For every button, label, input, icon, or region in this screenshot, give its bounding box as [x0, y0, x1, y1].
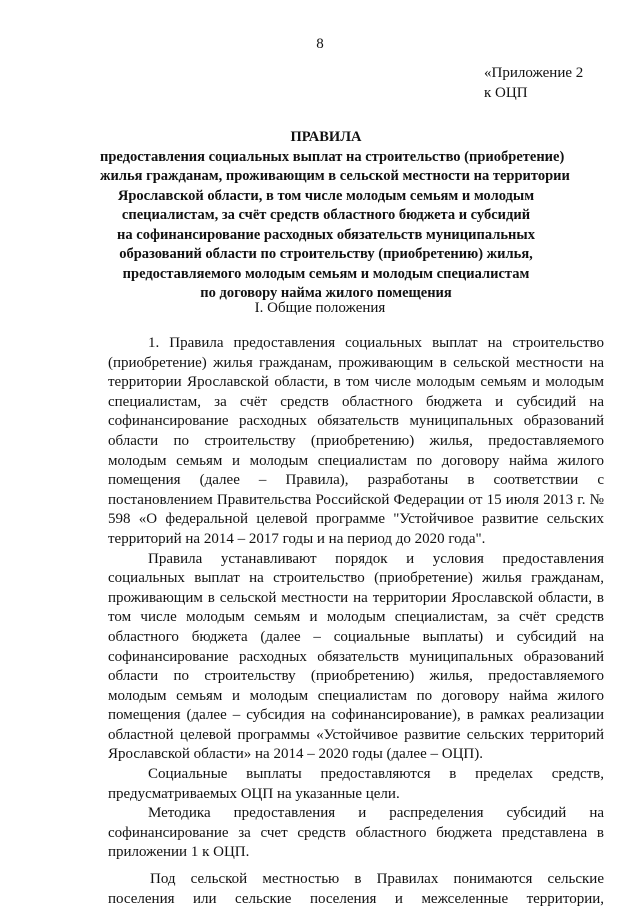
appendix-line-1: «Приложение 2 — [484, 65, 584, 81]
section-heading: I. Общие положения — [254, 300, 386, 316]
paragraph-3: Социальные выплаты предоставляются в пределах средств, предусматриваемых ОЦП на указанные цели. — [108, 766, 604, 802]
document-title — [100, 128, 570, 304]
title-line: на софинансирование расходных обязательств муниципальных — [117, 226, 535, 243]
body-text — [108, 334, 604, 909]
title-line: специалистам, за счёт средств областного бюджета и субсидий — [121, 207, 531, 223]
appendix-reference — [484, 63, 583, 103]
title-line: образований области по строительству (приобретению) жилья, — [119, 246, 533, 262]
title-heading: ПРАВИЛА — [290, 129, 362, 145]
title-line: Ярославской области, в том числе молодым семьям и молодым — [117, 187, 535, 204]
paragraph-5: Под сельской местностью в Правилах понимаются сельские поселения или сельские поселения и межселенные территории, — [108, 871, 604, 907]
paragraph-1: 1. Правила предоставления социальных выплат на строительство (приобретение) жилья гражданам, проживающим в сельской местности на территории Ярославской области, в том числе молодым семьям и молодым специалистам, за счёт средств областного бюджета и субсидий на софинансирование расходных обязательств муниципальных образований области по строительству (приобретению) жилья, предоставляемого молодым семьям и молодым специалистам по договору найма жилого помещения (далее – Правила), разработаны в соответствии с постановлением Правительства Российской Федерации от 15 июля 2013 г. № 598 «О федеральной целевой программе "Устойчивое развитие сельских территорий на 2014 – 2017 годы и на период до 2020 года". — [108, 335, 604, 547]
title-line: предоставляемого молодым семьям и молодым специалистам — [122, 265, 530, 282]
title-line: жилья гражданам, проживающим в сельской местности на территории — [100, 168, 570, 184]
paragraph-2: Правила устанавливают порядок и условия предоставления социальных выплат на строительство (приобретение) жилья гражданам, проживающим в сельской местности на территории Ярославской области, в том числе молодым семьям и молодым специалистам, за счёт средств областного бюджета (далее – социальные выплаты) и субсидий на софинансирование расходных обязательств муниципальных образований области по строительству (приобретению) жилья, предоставляемого молодым семьям и молодым специалистам по договору найма жилого помещения (далее – субсидия на софинансирование), в рамках реализации областной целевой программы «Устойчивое развитие сельских территорий Ярославской области» на 2014 – 2020 годы (далее – ОЦП). — [108, 550, 604, 763]
title-line: предоставления социальных выплат на строительство (приобретение) — [100, 148, 565, 165]
title-line: по договору найма жилого помещения — [200, 285, 452, 301]
appendix-line-2: к ОЦП — [484, 85, 528, 101]
paragraph-4: Методика предоставления и распределения субсидий на софинансирование за счет средств областного бюджета представлена в приложении 1 к ОЦП. — [108, 805, 604, 861]
page-number: 8 — [316, 36, 324, 52]
